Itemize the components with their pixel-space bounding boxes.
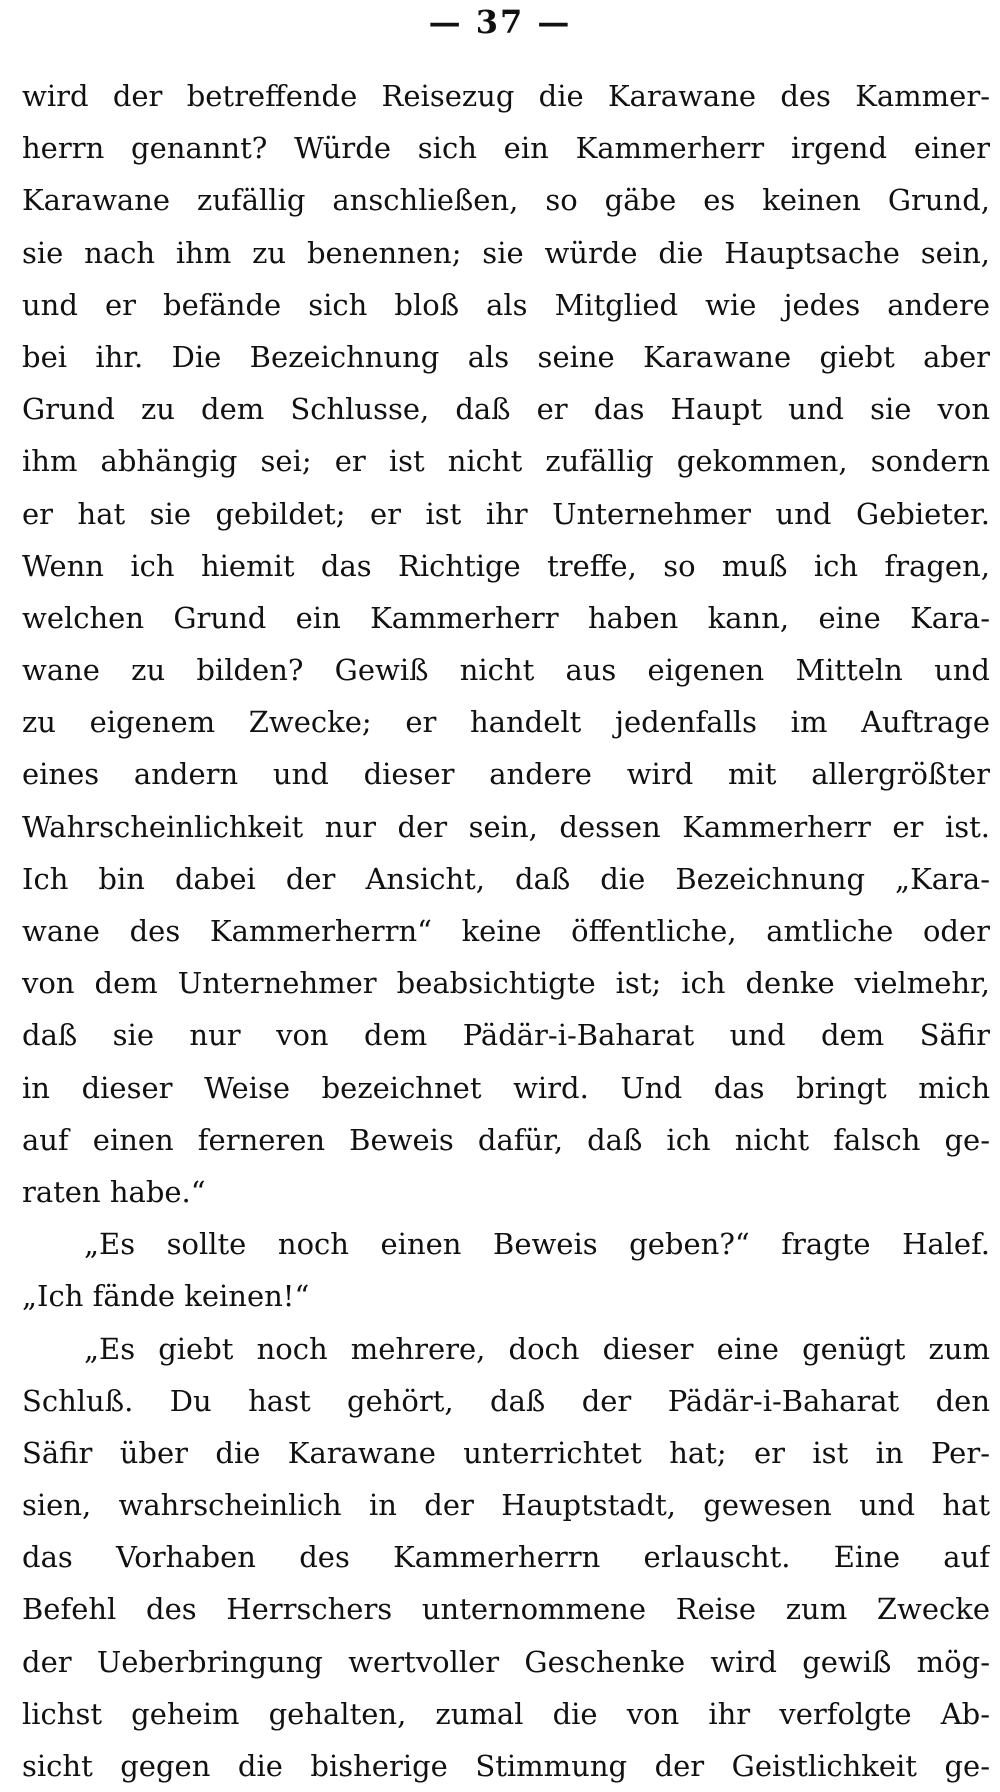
text-line: „Es giebt noch mehrere, doch dieser eine genügt zum [84, 1331, 990, 1366]
text-line: auf einen ferneren Beweis dafür, daß ich nicht falsch ge- [22, 1122, 990, 1157]
text-line: zu eigenem Zwecke; er handelt jedenfalls im Auftrage [22, 705, 990, 740]
text-line: das Vorhaben des Kammerherrn erlauscht. Eine auf [22, 1540, 990, 1575]
text-line: Wahrscheinlichkeit nur der sein, dessen Kammerherr er ist. [22, 809, 990, 844]
text-line: sie nach ihm zu benennen; sie würde die Hauptsache sein, [22, 235, 990, 270]
text-line: Schluß. Du hast gehört, daß der Pädär-i-Baharat den [22, 1383, 990, 1418]
text-line: Karawane zufällig anschließen, so gäbe es keinen Grund, [22, 183, 990, 218]
text-line: welchen Grund ein Kammerherr haben kann, eine Kara- [22, 600, 990, 635]
text-line: Grund zu dem Schlusse, daß er das Haupt und sie von [22, 392, 990, 427]
text-line: Säfir über die Karawane unterrichtet hat; er ist in Per- [22, 1435, 990, 1470]
text-line: daß sie nur von dem Pädär-i-Baharat und dem Säfir [22, 1018, 990, 1053]
text-line: ihm abhängig sei; er ist nicht zufällig gekommen, sondern [22, 444, 990, 479]
text-line: sicht gegen die bisherige Stimmung der Geistlichkeit ge- [22, 1749, 990, 1783]
text-line: sien, wahrscheinlich in der Hauptstadt, gewesen und hat [22, 1488, 990, 1523]
text-line: er hat sie gebildet; er ist ihr Unternehmer und Gebieter. [22, 496, 990, 531]
text-line: von dem Unternehmer beabsichtigte ist; ich denke vielmehr, [22, 966, 990, 1001]
text-line: bei ihr. Die Bezeichnung als seine Karawane giebt aber [22, 339, 990, 374]
text-line: wird der betreffende Reisezug die Karawane des Kammer- [22, 79, 990, 113]
text-line: wane zu bilden? Gewiß nicht aus eigenen Mitteln und [22, 653, 990, 688]
page-number: — 37 — [428, 3, 572, 41]
body-text [22, 70, 990, 1792]
text-line: eines andern und dieser andere wird mit allergrößter [22, 757, 990, 792]
text-line: Befehl des Herrschers unternommene Reise zum Zwecke [22, 1592, 990, 1627]
text-line: in dieser Weise bezeichnet wird. Und das bringt mich [22, 1070, 990, 1105]
text-line: Ich bin dabei der Ansicht, daß die Bezeichnung „Kara- [22, 861, 990, 896]
text-line: Wenn ich hiemit das Richtige treffe, so muß ich fragen, [22, 548, 990, 583]
text-line: „Es sollte noch einen Beweis geben?“ fragte Halef. [84, 1227, 990, 1262]
text-line: der Ueberbringung wertvoller Geschenke wird gewiß mög- [22, 1644, 990, 1679]
text-line: lichst geheim gehalten, zumal die von ihr verfolgte Ab- [22, 1696, 990, 1731]
text-line: wane des Kammerherrn“ keine öffentliche, amtliche oder [22, 914, 990, 948]
text-line: raten habe.“ [22, 1174, 206, 1209]
text-line: „Ich fände keinen!“ [22, 1279, 310, 1314]
text-line: und er befände sich bloß als Mitglied wie jedes andere [22, 287, 990, 322]
text-line: herrn genannt? Würde sich ein Kammerherr irgend einer [22, 131, 990, 166]
